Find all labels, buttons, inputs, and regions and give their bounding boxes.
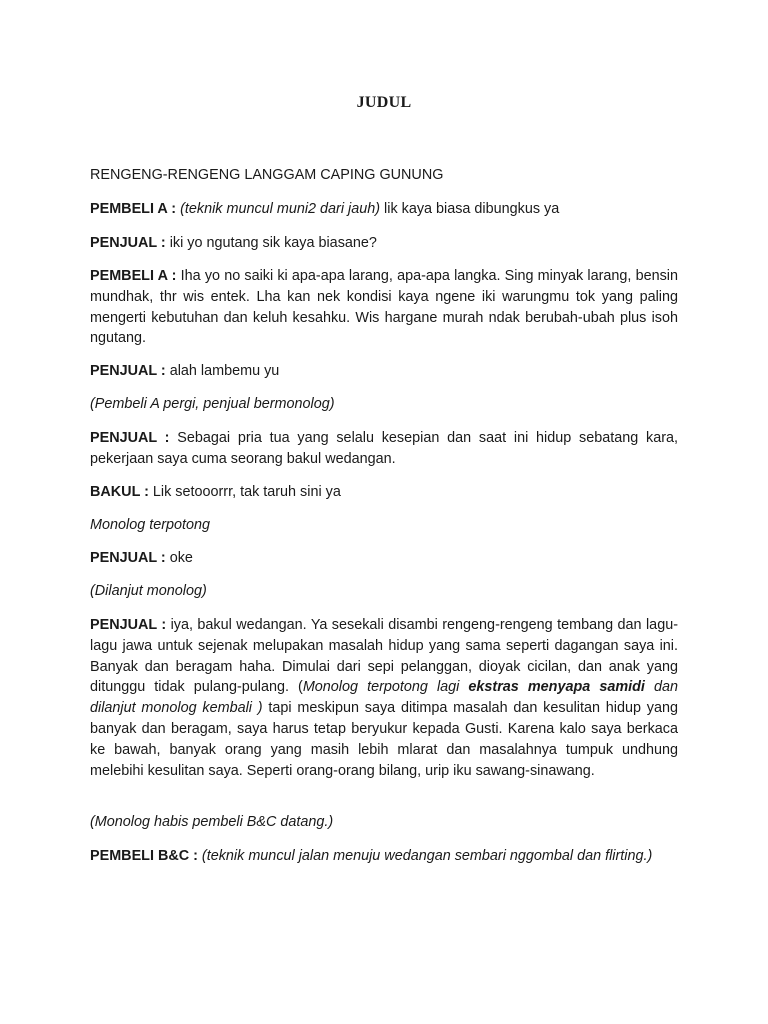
dialogue-text: tapi meskipun saya ditimpa masalah dan kesulitan hidup yang banyak dan beragam, saya harus tetap beryukur kepada Gusti. Karena kalo saya berkaca ke bawah, banyak orang yang masih lebih mlarat dan masalahnya tumpuk undhung melebihi kesulitan saya. Seperti orang-orang bilang, urip iku sawang-sinawang. xyxy=(90,700,678,779)
stage-direction-3: (Dilanjut monolog) xyxy=(90,583,207,599)
dialogue-penjual-1 xyxy=(90,233,678,254)
dialogue-bakul xyxy=(90,482,678,503)
dialogue-text: alah lambemu yu xyxy=(165,363,280,379)
dialogue-penjual-2 xyxy=(90,361,678,382)
speaker-label: PENJUAL : xyxy=(90,430,170,446)
speaker-label: PEMBELI B&C : xyxy=(90,848,198,864)
dialogue-penjual-3 xyxy=(90,428,678,470)
speaker-label: PENJUAL : xyxy=(90,363,166,379)
dialogue-penjual-5 xyxy=(90,615,678,781)
dialogue-text: Lik setooorrr, tak taruh sini ya xyxy=(148,484,341,500)
stage-direction-1: (Pembeli A pergi, penjual bermonolog) xyxy=(90,396,335,412)
speaker-label: PENJUAL : xyxy=(90,235,166,251)
document-title: JUDUL xyxy=(356,94,412,111)
stage-direction: (teknik muncul jalan menuju wedangan sembari nggombal dan flirting.) xyxy=(197,848,653,864)
dialogue-pembeli-a-2 xyxy=(90,266,678,349)
dialogue-penjual-4 xyxy=(90,548,678,569)
dialogue-text: iya, bakul wedangan. Ya sesekali disambi rengeng-rengeng tembang dan lagu-lagu jawa untuk sejenak melupakan masalah hidup yang sama seperti dagangan saya ini. Banyak dan beragam haha. Dimulai dari sepi pelanggan, dioyak cicilan, dan anak yang ditunggu tidak pulang-pulang. ( xyxy=(90,617,678,696)
dialogue-text: oke xyxy=(165,550,193,566)
dialogue-text: Sebagai pria tua yang selalu kesepian dan saat ini hidup sebatang kara, pekerjaan saya cuma seorang bakul wedangan. xyxy=(90,430,678,467)
speaker-label: PENJUAL : xyxy=(90,617,167,633)
stage-direction-4: (Monolog habis pembeli B&C datang.) xyxy=(90,814,334,830)
stage-direction-inline: Monolog terpotong lagi xyxy=(302,679,469,696)
stage-direction-inline: dan dilanjut monolog kembali ) xyxy=(90,679,678,717)
dialogue-pembeli-a-1 xyxy=(90,199,678,220)
speaker-label: PEMBELI A : xyxy=(90,268,177,284)
dialogue-text: lik kaya biasa dibungkus ya xyxy=(380,201,560,217)
dialogue-text: iki yo ngutang sik kaya biasane? xyxy=(165,235,377,251)
stage-direction-emphasis: ekstras menyapa samidi xyxy=(468,679,645,696)
speaker-label: PENJUAL : xyxy=(90,550,166,566)
song-line: RENGENG-RENGENG LANGGAM CAPING GUNUNG xyxy=(90,167,444,183)
speaker-label: BAKUL : xyxy=(90,484,149,500)
speaker-label: PEMBELI A : xyxy=(90,201,177,217)
dialogue-text: Iha yo no saiki ki apa-apa larang, apa-apa langka. Sing minyak larang, bensin mundhak, thr wis entek. Lha kan nek kondisi kaya ngene iki warungmu tok yang paling mengerti kebutuhan dan keluh kesahku. Wis hargane murah ndak berubah-ubah plus isoh ngutang. xyxy=(90,268,678,347)
stage-direction-2: Monolog terpotong xyxy=(90,517,211,533)
dialogue-pembeli-bc xyxy=(90,846,678,867)
stage-direction: (teknik muncul muni2 dari jauh) xyxy=(180,201,381,217)
